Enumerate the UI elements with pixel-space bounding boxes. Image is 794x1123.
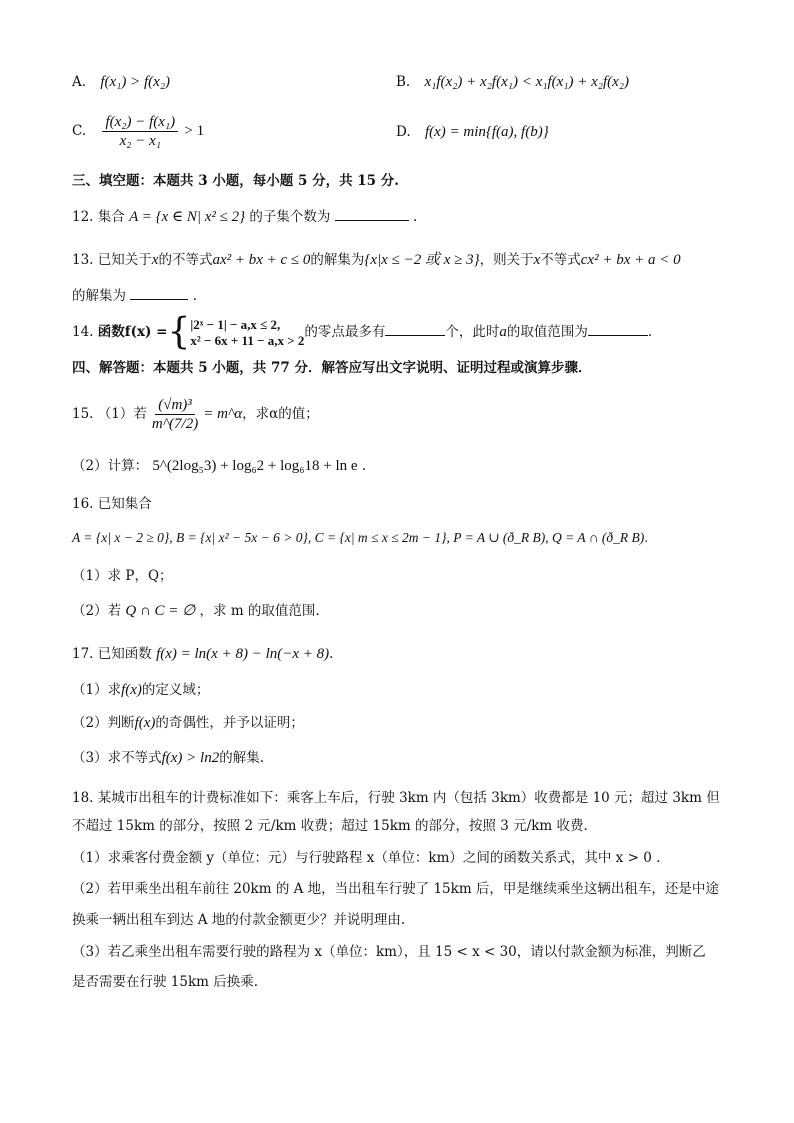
fraction [149,396,201,433]
question-text: ，求 m 的取值范围. [199,603,320,619]
answer-blank [588,322,648,336]
punct: . [644,530,649,545]
question-text: 的奇偶性，并予以证明； [155,715,304,731]
question-text: ，则关于 [479,252,534,268]
question-16 [72,494,734,514]
question-text: 的子集个数为 [249,209,331,225]
fraction-numerator: (√m)³ [155,396,195,415]
punct: . [413,209,418,225]
math-expr: = m^α [203,406,243,422]
question-text: （2）若 [72,603,122,619]
question-text: 某城市出租车的计费标准如下：乘客上车后，行驶 3km 内（包括 3km）收费都是 10 元；超过 3km 但 [97,790,720,806]
piecewise-cases [190,317,304,349]
math-expr: {x|x ≤ −2 或 x ≥ 3} [364,252,480,268]
fraction-denominator: m^(7/2) [151,416,199,432]
question-17 [72,644,734,664]
math-expr: 函数f(x) = [97,324,168,340]
punct: . [192,288,197,304]
question-text: 的取值范围为 [506,324,588,340]
question-text: 的解集为 [310,252,365,268]
question-18-part-2-cont: 换乘一辆出租车到达 A 地的付款金额更少？并说明理由. [72,912,406,928]
question-text: 个，此时 [445,324,500,340]
question-14 [72,311,734,353]
math-expr: Q ∩ C = ∅ [125,603,196,619]
question-17-part-1 [72,680,734,700]
question-number: 12. [72,209,94,225]
case-1: |2ˣ − 1| − a,x ≤ 2, [190,316,281,332]
math-expr: f(x) = ln(x + 8) − ln(−x + 8) [156,646,330,662]
fraction-denominator: x₂ − x₁ [119,133,161,149]
question-text: （1）求 [72,682,122,698]
option-label: C. [72,123,87,139]
question-text: 的零点最多有 [304,324,386,340]
section-4-title: 四、解答题：本题共 5 小题，共 77 分．解答应写出文字说明、证明过程或演算步骤． [72,360,592,376]
variable: a [499,324,507,340]
question-18-part-3-cont: 是否需要在行驶 15km 后换乘. [72,974,259,990]
variable: x [151,252,159,268]
question-18-part-1: （1）求乘客付费金额 y（单位：元）与行驶路程 x（单位：km）之间的函数关系式，其中 x > 0 . [72,850,661,866]
math-expr: ax² + bx + c ≤ 0 [212,252,311,268]
math-expr: A = {x ∈ N| x² ≤ 2} [129,209,246,225]
question-18-part-2: （2）若甲乘坐出租车前往 20km 的 A 地，当出租车行驶了 15km 后，甲是继续乘坐这辆出租车，还是中途 [72,881,719,897]
question-16-sets [72,528,734,548]
question-text: 集合 [97,209,125,225]
math-expr: f(x) [134,715,156,731]
question-text: （1）若 [97,406,147,422]
question-text: （2）计算： [72,458,149,474]
question-13-line-2 [72,286,734,306]
question-number: 13. [72,252,94,268]
question-18 [72,788,734,808]
option-math: f(x) = min{f(a), f(b)} [424,124,549,140]
answer-blank [130,286,188,300]
math-expr: f(x) [121,682,142,698]
question-16-part-1: （1）求 P，Q； [72,568,173,584]
question-text: ，求α的值； [242,406,319,422]
question-number: 14. [72,324,94,340]
question-number: 15. [72,406,94,422]
punct: . [647,324,653,340]
question-13 [72,250,734,270]
math-expr: A = {x| x − 2 ≥ 0}, B = {x| x² − 5x − 6 > 0}, C = {x| m ≤ x ≤ 2m − 1}, P = A ∪ (ð_R B), Q = A ∩ (ð_R B) [72,530,645,545]
case-2: x² − 6x + 11 − a,x > 2 [190,332,305,348]
fraction [102,113,178,150]
question-17-part-2 [72,713,734,733]
question-16-part-2 [72,601,734,621]
question-number: 16. [72,496,94,512]
question-18-line-2: 不超过 15km 的部分，按照 2 元/km 收费；超过 15km 的部分，按照 3 元/km 收费. [72,818,588,834]
option-math: f(x₁) > f(x₂) [100,74,171,90]
section-3-title: 三、填空题：本题共 3 小题，每小题 5 分，共 15 分. [72,173,399,189]
question-text: 的解集为 [72,288,126,304]
question-text: 不等式 [540,252,581,268]
question-text: （3）求不等式 [72,750,162,766]
question-text: 已知函数 [97,646,152,662]
question-text: 已知关于 [97,252,152,268]
variable: x [533,252,541,268]
fraction-numerator: f(x₂) − f(x₁) [102,113,178,132]
question-15-part-1 [72,394,734,434]
option-label: A. [72,74,87,90]
math-expr: f(x) > ln2 [161,750,220,766]
question-number: 18. [72,790,94,806]
option-label: B. [396,74,411,90]
question-text: 已知集合 [97,496,152,512]
question-number: 17. [72,646,94,662]
question-12 [72,207,734,227]
question-17-part-3 [72,748,734,768]
brace-glyph: { [167,311,191,353]
q11-option-b [396,72,734,92]
answer-blank [385,322,445,336]
question-text: 的不等式 [158,252,213,268]
option-math: x₁f(x₂) + x₂f(x₁) < x₁f(x₁) + x₂f(x₂) [424,74,629,90]
question-text: （2）判断 [72,715,135,731]
math-expr: 5^(2log₅3) + log₆2 + log₆18 + ln e [152,458,358,474]
question-text: 的解集. [219,750,264,766]
q11-option-d [396,122,734,142]
math-expr: cx² + bx + a < 0 [580,252,681,268]
answer-blank [335,207,409,221]
question-18-part-3: （3）若乙乘坐出租车需要行驶的路程为 x（单位：km），且 15 < x < 30，请以付款金额为标准，判断乙 [72,944,706,960]
question-15-part-2 [72,456,734,476]
punct: . [329,646,334,662]
option-math: > 1 [184,123,205,139]
option-label: D. [396,124,411,140]
punct: . [361,458,367,474]
question-text: 的定义域； [141,682,210,698]
